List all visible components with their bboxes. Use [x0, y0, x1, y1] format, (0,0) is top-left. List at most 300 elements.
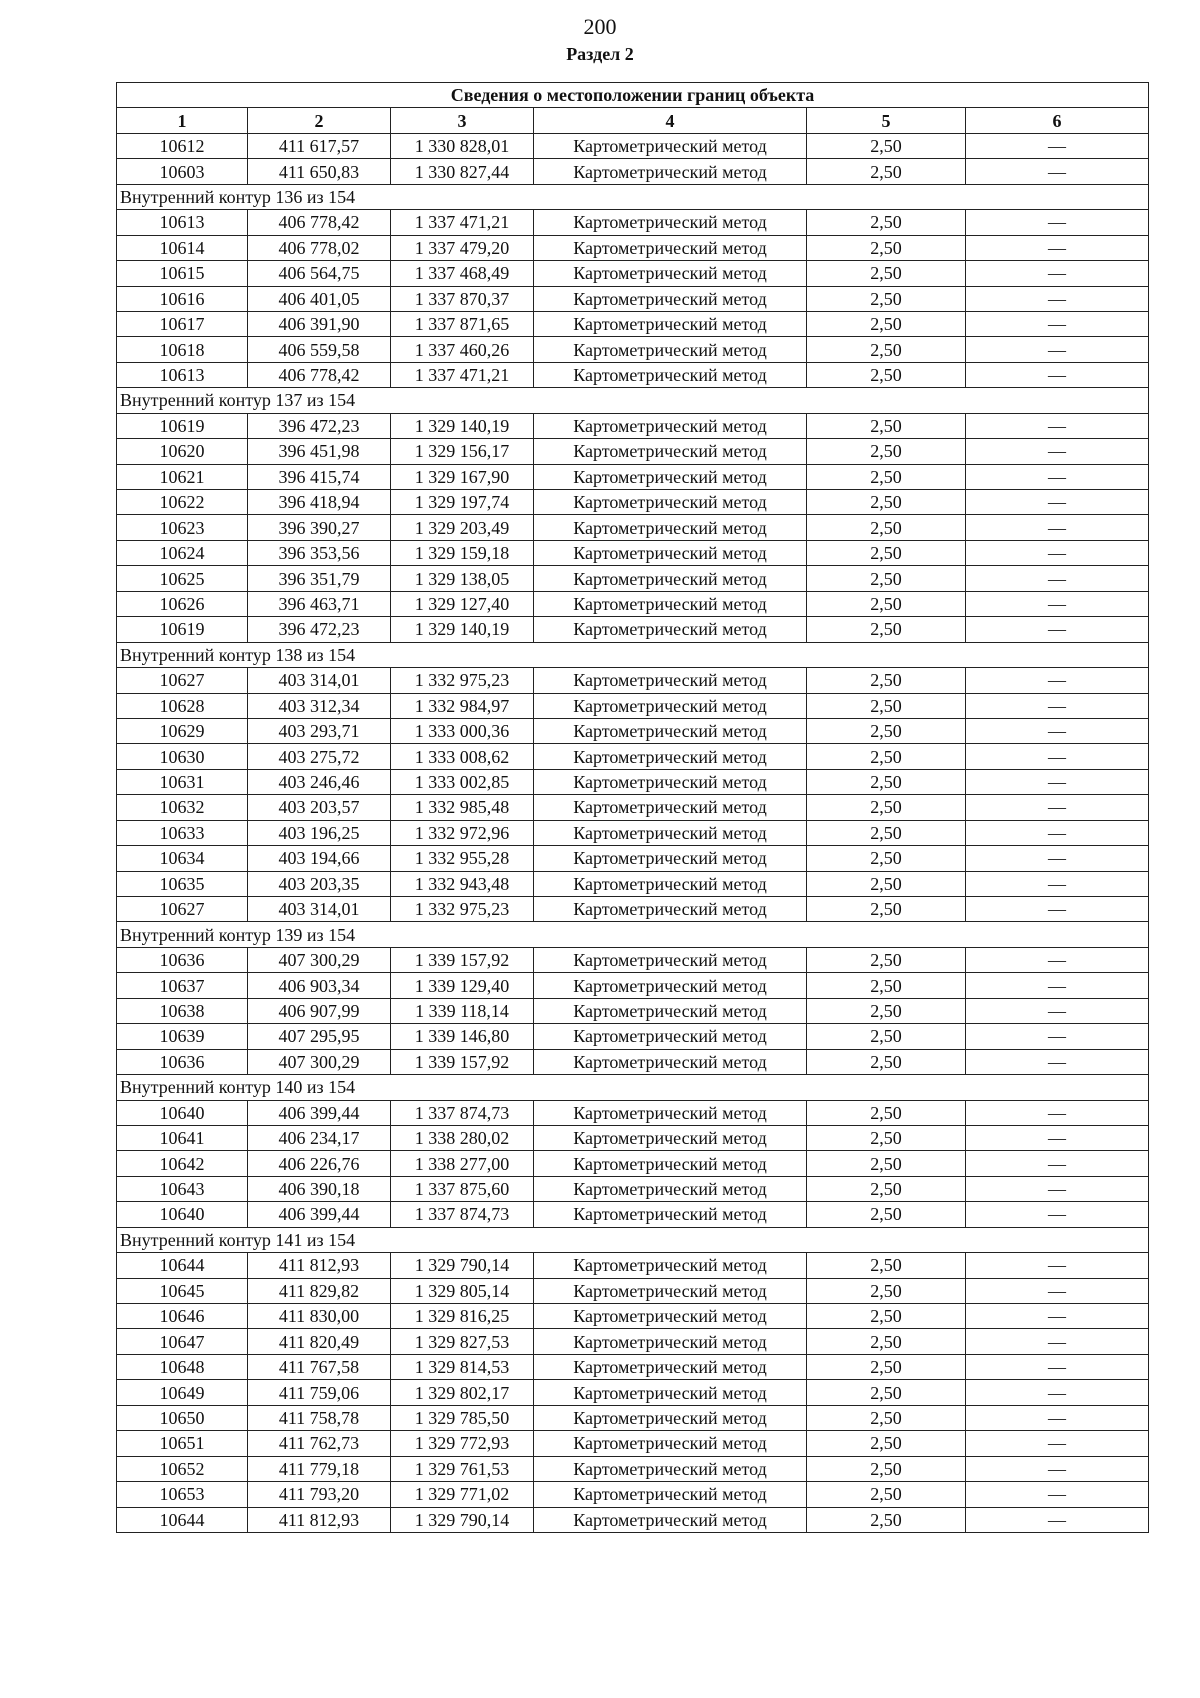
coordinate-x-cell: 406 778,02 — [248, 235, 391, 260]
coordinate-x-cell: 406 564,75 — [248, 261, 391, 286]
coordinate-y-cell: 1 329 814,53 — [391, 1354, 534, 1379]
table-row — [117, 1176, 1149, 1201]
method-cell: Картометрический метод — [534, 591, 807, 616]
coordinate-y-cell: 1 339 118,14 — [391, 998, 534, 1023]
method-cell: Картометрический метод — [534, 159, 807, 184]
table-row — [117, 566, 1149, 591]
table-row — [117, 1202, 1149, 1227]
accuracy-cell: 2,50 — [807, 261, 966, 286]
coordinate-x-cell: 406 390,18 — [248, 1176, 391, 1201]
coordinate-y-cell: 1 329 802,17 — [391, 1380, 534, 1405]
point-number-cell: 10624 — [117, 540, 248, 565]
coordinate-y-cell: 1 329 805,14 — [391, 1278, 534, 1303]
method-cell: Картометрический метод — [534, 718, 807, 743]
accuracy-cell: 2,50 — [807, 159, 966, 184]
accuracy-cell: 2,50 — [807, 897, 966, 922]
table-row — [117, 769, 1149, 794]
coordinate-x-cell: 407 300,29 — [248, 1049, 391, 1074]
accuracy-cell: 2,50 — [807, 1431, 966, 1456]
description-cell: — — [966, 159, 1149, 184]
table-row — [117, 311, 1149, 336]
table-title: Сведения о местоположении границ объекта — [117, 83, 1149, 108]
description-cell: — — [966, 1278, 1149, 1303]
method-cell: Картометрический метод — [534, 693, 807, 718]
accuracy-cell: 2,50 — [807, 846, 966, 871]
coordinate-x-cell: 411 767,58 — [248, 1354, 391, 1379]
description-cell: — — [966, 362, 1149, 387]
coordinate-y-cell: 1 329 140,19 — [391, 413, 534, 438]
coordinate-y-cell: 1 329 790,14 — [391, 1507, 534, 1532]
coordinate-y-cell: 1 337 875,60 — [391, 1176, 534, 1201]
accuracy-cell: 2,50 — [807, 1482, 966, 1507]
table-row — [117, 1507, 1149, 1532]
coordinate-x-cell: 403 312,34 — [248, 693, 391, 718]
contour-header-row — [117, 1075, 1149, 1100]
description-cell: — — [966, 566, 1149, 591]
coordinate-y-cell: 1 329 159,18 — [391, 540, 534, 565]
coordinate-y-cell: 1 339 146,80 — [391, 1024, 534, 1049]
coordinate-x-cell: 396 418,94 — [248, 490, 391, 515]
table-row — [117, 1431, 1149, 1456]
point-number-cell: 10641 — [117, 1125, 248, 1150]
column-header: 1 — [117, 108, 248, 133]
coordinate-y-cell: 1 329 771,02 — [391, 1482, 534, 1507]
description-cell: — — [966, 1354, 1149, 1379]
method-cell: Картометрический метод — [534, 1354, 807, 1379]
accuracy-cell: 2,50 — [807, 362, 966, 387]
method-cell: Картометрический метод — [534, 337, 807, 362]
coordinate-x-cell: 411 762,73 — [248, 1431, 391, 1456]
coordinate-y-cell: 1 329 138,05 — [391, 566, 534, 591]
description-cell: — — [966, 1405, 1149, 1430]
point-number-cell: 10652 — [117, 1456, 248, 1481]
method-cell: Картометрический метод — [534, 1482, 807, 1507]
table-row — [117, 668, 1149, 693]
coordinate-x-cell: 403 314,01 — [248, 897, 391, 922]
coordinate-x-cell: 406 391,90 — [248, 311, 391, 336]
column-header: 5 — [807, 108, 966, 133]
description-cell: — — [966, 795, 1149, 820]
method-cell: Картометрический метод — [534, 362, 807, 387]
table-row — [117, 515, 1149, 540]
point-number-cell: 10603 — [117, 159, 248, 184]
point-number-cell: 10648 — [117, 1354, 248, 1379]
coordinate-x-cell: 403 246,46 — [248, 769, 391, 794]
method-cell: Картометрический метод — [534, 1151, 807, 1176]
point-number-cell: 10626 — [117, 591, 248, 616]
table-row — [117, 871, 1149, 896]
coordinate-x-cell: 406 907,99 — [248, 998, 391, 1023]
method-cell: Картометрический метод — [534, 871, 807, 896]
coordinate-x-cell: 411 758,78 — [248, 1405, 391, 1430]
accuracy-cell: 2,50 — [807, 413, 966, 438]
coordinate-y-cell: 1 329 772,93 — [391, 1431, 534, 1456]
description-cell: — — [966, 897, 1149, 922]
method-cell: Картометрический метод — [534, 795, 807, 820]
table-row — [117, 362, 1149, 387]
table-row — [117, 464, 1149, 489]
accuracy-cell: 2,50 — [807, 668, 966, 693]
description-cell: — — [966, 311, 1149, 336]
accuracy-cell: 2,50 — [807, 820, 966, 845]
point-number-cell: 10617 — [117, 311, 248, 336]
coordinate-y-cell: 1 337 870,37 — [391, 286, 534, 311]
point-number-cell: 10633 — [117, 820, 248, 845]
coordinate-y-cell: 1 332 972,96 — [391, 820, 534, 845]
description-cell: — — [966, 947, 1149, 972]
method-cell: Картометрический метод — [534, 820, 807, 845]
table-row — [117, 133, 1149, 158]
method-cell: Картометрический метод — [534, 566, 807, 591]
table-row — [117, 1024, 1149, 1049]
description-cell: — — [966, 1151, 1149, 1176]
point-number-cell: 10628 — [117, 693, 248, 718]
table-row — [117, 286, 1149, 311]
description-cell: — — [966, 1329, 1149, 1354]
description-cell: — — [966, 210, 1149, 235]
table-row — [117, 1253, 1149, 1278]
point-number-cell: 10642 — [117, 1151, 248, 1176]
table-row — [117, 540, 1149, 565]
description-cell: — — [966, 1380, 1149, 1405]
coordinate-y-cell: 1 338 277,00 — [391, 1151, 534, 1176]
accuracy-cell: 2,50 — [807, 1151, 966, 1176]
coordinate-x-cell: 403 196,25 — [248, 820, 391, 845]
coordinate-x-cell: 411 820,49 — [248, 1329, 391, 1354]
table-row — [117, 1304, 1149, 1329]
column-header: 2 — [248, 108, 391, 133]
accuracy-cell: 2,50 — [807, 1278, 966, 1303]
accuracy-cell: 2,50 — [807, 1405, 966, 1430]
coordinate-x-cell: 407 300,29 — [248, 947, 391, 972]
description-cell: — — [966, 1100, 1149, 1125]
table-row — [117, 439, 1149, 464]
contour-label: Внутренний контур 138 из 154 — [117, 642, 1149, 667]
contour-header-row — [117, 184, 1149, 209]
description-cell: — — [966, 998, 1149, 1023]
point-number-cell: 10636 — [117, 947, 248, 972]
coordinate-y-cell: 1 329 790,14 — [391, 1253, 534, 1278]
accuracy-cell: 2,50 — [807, 490, 966, 515]
point-number-cell: 10644 — [117, 1253, 248, 1278]
accuracy-cell: 2,50 — [807, 617, 966, 642]
accuracy-cell: 2,50 — [807, 235, 966, 260]
accuracy-cell: 2,50 — [807, 1380, 966, 1405]
table-row — [117, 337, 1149, 362]
coordinate-x-cell: 407 295,95 — [248, 1024, 391, 1049]
coordinate-x-cell: 406 401,05 — [248, 286, 391, 311]
coordinate-x-cell: 406 399,44 — [248, 1100, 391, 1125]
coordinate-y-cell: 1 329 785,50 — [391, 1405, 534, 1430]
point-number-cell: 10653 — [117, 1482, 248, 1507]
method-cell: Картометрический метод — [534, 1507, 807, 1532]
coordinate-y-cell: 1 333 002,85 — [391, 769, 534, 794]
accuracy-cell: 2,50 — [807, 566, 966, 591]
description-cell: — — [966, 871, 1149, 896]
accuracy-cell: 2,50 — [807, 1125, 966, 1150]
coordinate-x-cell: 406 559,58 — [248, 337, 391, 362]
coordinate-y-cell: 1 332 975,23 — [391, 897, 534, 922]
method-cell: Картометрический метод — [534, 1278, 807, 1303]
method-cell: Картометрический метод — [534, 1024, 807, 1049]
description-cell: — — [966, 1176, 1149, 1201]
method-cell: Картометрический метод — [534, 439, 807, 464]
point-number-cell: 10629 — [117, 718, 248, 743]
coordinate-x-cell: 406 778,42 — [248, 210, 391, 235]
table-row — [117, 1329, 1149, 1354]
table-row — [117, 591, 1149, 616]
point-number-cell: 10649 — [117, 1380, 248, 1405]
accuracy-cell: 2,50 — [807, 1354, 966, 1379]
method-cell: Картометрический метод — [534, 1405, 807, 1430]
description-cell: — — [966, 1304, 1149, 1329]
description-cell: — — [966, 464, 1149, 489]
coordinate-x-cell: 411 812,93 — [248, 1507, 391, 1532]
accuracy-cell: 2,50 — [807, 337, 966, 362]
coordinate-y-cell: 1 337 874,73 — [391, 1100, 534, 1125]
point-number-cell: 10613 — [117, 362, 248, 387]
accuracy-cell: 2,50 — [807, 540, 966, 565]
point-number-cell: 10647 — [117, 1329, 248, 1354]
table-row — [117, 973, 1149, 998]
description-cell: — — [966, 668, 1149, 693]
table-row — [117, 744, 1149, 769]
table-row — [117, 1482, 1149, 1507]
coordinate-y-cell: 1 329 156,17 — [391, 439, 534, 464]
coordinate-x-cell: 406 778,42 — [248, 362, 391, 387]
method-cell: Картометрический метод — [534, 413, 807, 438]
method-cell: Картометрический метод — [534, 1431, 807, 1456]
point-number-cell: 10630 — [117, 744, 248, 769]
point-number-cell: 10636 — [117, 1049, 248, 1074]
accuracy-cell: 2,50 — [807, 1176, 966, 1201]
point-number-cell: 10632 — [117, 795, 248, 820]
point-number-cell: 10623 — [117, 515, 248, 540]
coordinate-x-cell: 396 390,27 — [248, 515, 391, 540]
accuracy-cell: 2,50 — [807, 515, 966, 540]
table-row — [117, 1380, 1149, 1405]
method-cell: Картометрический метод — [534, 668, 807, 693]
point-number-cell: 10637 — [117, 973, 248, 998]
description-cell: — — [966, 515, 1149, 540]
method-cell: Картометрический метод — [534, 1176, 807, 1201]
coordinate-y-cell: 1 332 985,48 — [391, 795, 534, 820]
point-number-cell: 10644 — [117, 1507, 248, 1532]
coordinate-x-cell: 411 759,06 — [248, 1380, 391, 1405]
contour-header-row — [117, 388, 1149, 413]
coordinate-y-cell: 1 337 468,49 — [391, 261, 534, 286]
point-number-cell: 10612 — [117, 133, 248, 158]
coordinate-x-cell: 403 293,71 — [248, 718, 391, 743]
coordinate-y-cell: 1 332 943,48 — [391, 871, 534, 896]
method-cell: Картометрический метод — [534, 1380, 807, 1405]
point-number-cell: 10634 — [117, 846, 248, 871]
point-number-cell: 10619 — [117, 617, 248, 642]
table-row — [117, 1151, 1149, 1176]
coordinate-y-cell: 1 330 828,01 — [391, 133, 534, 158]
contour-header-row — [117, 642, 1149, 667]
table-row — [117, 947, 1149, 972]
method-cell: Картометрический метод — [534, 973, 807, 998]
accuracy-cell: 2,50 — [807, 1100, 966, 1125]
point-number-cell: 10613 — [117, 210, 248, 235]
point-number-cell: 10646 — [117, 1304, 248, 1329]
coordinate-y-cell: 1 329 140,19 — [391, 617, 534, 642]
column-header: 6 — [966, 108, 1149, 133]
coordinate-x-cell: 411 793,20 — [248, 1482, 391, 1507]
description-cell: — — [966, 1202, 1149, 1227]
method-cell: Картометрический метод — [534, 617, 807, 642]
coordinate-x-cell: 403 275,72 — [248, 744, 391, 769]
method-cell: Картометрический метод — [534, 540, 807, 565]
coordinate-x-cell: 411 779,18 — [248, 1456, 391, 1481]
accuracy-cell: 2,50 — [807, 591, 966, 616]
point-number-cell: 10627 — [117, 668, 248, 693]
method-cell: Картометрический метод — [534, 1253, 807, 1278]
accuracy-cell: 2,50 — [807, 718, 966, 743]
coordinate-y-cell: 1 329 127,40 — [391, 591, 534, 616]
description-cell: — — [966, 591, 1149, 616]
method-cell: Картометрический метод — [534, 1125, 807, 1150]
accuracy-cell: 2,50 — [807, 1329, 966, 1354]
method-cell: Картометрический метод — [534, 235, 807, 260]
contour-label: Внутренний контур 136 из 154 — [117, 184, 1149, 209]
coordinate-x-cell: 396 451,98 — [248, 439, 391, 464]
coordinate-x-cell: 396 472,23 — [248, 617, 391, 642]
coordinate-y-cell: 1 337 874,73 — [391, 1202, 534, 1227]
coordinate-x-cell: 411 650,83 — [248, 159, 391, 184]
description-cell: — — [966, 413, 1149, 438]
method-cell: Картометрический метод — [534, 464, 807, 489]
description-cell: — — [966, 1024, 1149, 1049]
coordinate-x-cell: 411 617,57 — [248, 133, 391, 158]
point-number-cell: 10614 — [117, 235, 248, 260]
description-cell: — — [966, 1253, 1149, 1278]
coordinate-x-cell: 406 903,34 — [248, 973, 391, 998]
method-cell: Картометрический метод — [534, 311, 807, 336]
point-number-cell: 10631 — [117, 769, 248, 794]
contour-label: Внутренний контур 140 из 154 — [117, 1075, 1149, 1100]
method-cell: Картометрический метод — [534, 133, 807, 158]
column-number-row — [117, 108, 1149, 133]
table-row — [117, 820, 1149, 845]
coordinate-x-cell: 406 226,76 — [248, 1151, 391, 1176]
coordinate-y-cell: 1 330 827,44 — [391, 159, 534, 184]
method-cell: Картометрический метод — [534, 210, 807, 235]
description-cell: — — [966, 617, 1149, 642]
table-title-row — [117, 83, 1149, 108]
point-number-cell: 10639 — [117, 1024, 248, 1049]
contour-label: Внутренний контур 139 из 154 — [117, 922, 1149, 947]
description-cell: — — [966, 1456, 1149, 1481]
coordinate-y-cell: 1 329 203,49 — [391, 515, 534, 540]
method-cell: Картометрический метод — [534, 1329, 807, 1354]
coordinate-y-cell: 1 337 871,65 — [391, 311, 534, 336]
accuracy-cell: 2,50 — [807, 1024, 966, 1049]
coordinate-y-cell: 1 332 975,23 — [391, 668, 534, 693]
column-header: 3 — [391, 108, 534, 133]
section-title: Раздел 2 — [566, 44, 634, 64]
point-number-cell: 10622 — [117, 490, 248, 515]
point-number-cell: 10627 — [117, 897, 248, 922]
point-number-cell: 10616 — [117, 286, 248, 311]
coordinate-y-cell: 1 329 761,53 — [391, 1456, 534, 1481]
coordinate-x-cell: 411 830,00 — [248, 1304, 391, 1329]
point-number-cell: 10651 — [117, 1431, 248, 1456]
description-cell: — — [966, 846, 1149, 871]
description-cell: — — [966, 744, 1149, 769]
coordinate-y-cell: 1 339 157,92 — [391, 1049, 534, 1074]
coordinate-y-cell: 1 329 816,25 — [391, 1304, 534, 1329]
column-header: 4 — [534, 108, 807, 133]
description-cell: — — [966, 693, 1149, 718]
description-cell: — — [966, 769, 1149, 794]
description-cell: — — [966, 1049, 1149, 1074]
method-cell: Картометрический метод — [534, 490, 807, 515]
accuracy-cell: 2,50 — [807, 286, 966, 311]
description-cell: — — [966, 337, 1149, 362]
method-cell: Картометрический метод — [534, 769, 807, 794]
accuracy-cell: 2,50 — [807, 795, 966, 820]
coordinate-x-cell: 396 353,56 — [248, 540, 391, 565]
coordinate-y-cell: 1 337 471,21 — [391, 210, 534, 235]
point-number-cell: 10643 — [117, 1176, 248, 1201]
page-number: 200 — [583, 14, 617, 39]
coordinate-y-cell: 1 329 167,90 — [391, 464, 534, 489]
accuracy-cell: 2,50 — [807, 973, 966, 998]
coordinate-y-cell: 1 332 955,28 — [391, 846, 534, 871]
accuracy-cell: 2,50 — [807, 1202, 966, 1227]
coordinate-y-cell: 1 338 280,02 — [391, 1125, 534, 1150]
description-cell: — — [966, 286, 1149, 311]
coordinate-x-cell: 396 351,79 — [248, 566, 391, 591]
description-cell: — — [966, 718, 1149, 743]
coordinate-y-cell: 1 333 000,36 — [391, 718, 534, 743]
accuracy-cell: 2,50 — [807, 210, 966, 235]
point-number-cell: 10638 — [117, 998, 248, 1023]
accuracy-cell: 2,50 — [807, 311, 966, 336]
table-row — [117, 795, 1149, 820]
accuracy-cell: 2,50 — [807, 693, 966, 718]
method-cell: Картометрический метод — [534, 744, 807, 769]
contour-label: Внутренний контур 137 из 154 — [117, 388, 1149, 413]
description-cell: — — [966, 490, 1149, 515]
accuracy-cell: 2,50 — [807, 998, 966, 1023]
contour-label: Внутренний контур 141 из 154 — [117, 1227, 1149, 1252]
coordinate-x-cell: 411 829,82 — [248, 1278, 391, 1303]
point-number-cell: 10635 — [117, 871, 248, 896]
contour-header-row — [117, 1227, 1149, 1252]
table-row — [117, 210, 1149, 235]
coordinate-y-cell: 1 337 479,20 — [391, 235, 534, 260]
accuracy-cell: 2,50 — [807, 439, 966, 464]
coordinate-y-cell: 1 329 827,53 — [391, 1329, 534, 1354]
coordinate-y-cell: 1 337 471,21 — [391, 362, 534, 387]
coordinate-y-cell: 1 337 460,26 — [391, 337, 534, 362]
point-number-cell: 10619 — [117, 413, 248, 438]
coordinate-x-cell: 406 234,17 — [248, 1125, 391, 1150]
point-number-cell: 10618 — [117, 337, 248, 362]
description-cell: — — [966, 820, 1149, 845]
accuracy-cell: 2,50 — [807, 1049, 966, 1074]
description-cell: — — [966, 1125, 1149, 1150]
description-cell: — — [966, 540, 1149, 565]
coordinate-y-cell: 1 333 008,62 — [391, 744, 534, 769]
method-cell: Картометрический метод — [534, 947, 807, 972]
description-cell: — — [966, 133, 1149, 158]
coordinate-x-cell: 396 463,71 — [248, 591, 391, 616]
coordinate-x-cell: 396 472,23 — [248, 413, 391, 438]
